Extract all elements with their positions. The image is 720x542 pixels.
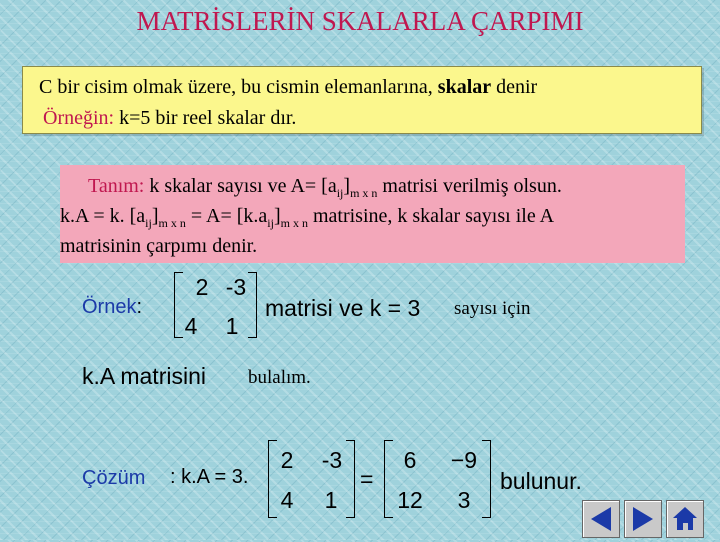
example-label-text: Örnek (82, 296, 137, 318)
intro-box (22, 66, 702, 134)
solution-prefix: : k.A = 3. (170, 466, 249, 488)
definition-text: ] (343, 175, 351, 197)
slide-title: MATRİSLERİN SKALARLA ÇARPIMI (136, 6, 584, 36)
home-icon (667, 501, 703, 537)
subscript-mxn: m x n (350, 186, 378, 200)
definition-text: ] (151, 205, 159, 227)
intro-text: C bir cisim olmak üzere, bu cismin elemanlarına, (39, 76, 438, 98)
example-text-end: sayısı için (454, 298, 531, 319)
example-task-end: bulalım. (248, 367, 311, 388)
subscript-ij: ij (267, 216, 274, 230)
definition-box (60, 165, 685, 263)
prev-page-icon (583, 501, 619, 537)
intro-text-end: denir (491, 76, 538, 98)
subscript-ij: ij (145, 216, 152, 230)
intro-bold-term: skalar (437, 76, 492, 98)
example-text: matrisi ve k = 3 (265, 295, 421, 321)
solution-label: Çözüm (82, 467, 146, 489)
matrix-cell: 4 (184, 313, 198, 339)
next-page-icon (625, 501, 661, 537)
matrix-cell: 4 (280, 487, 294, 513)
definition-text: k.A = k. [a (60, 205, 146, 227)
definition-text: matrisine, k skalar sayısı ile A (307, 205, 555, 227)
matrix-cell: 3 (457, 487, 471, 513)
definition-text: ] (273, 205, 281, 227)
matrix-cell: −9 (450, 447, 478, 473)
matrix-cell: -3 (225, 274, 247, 300)
matrix-cell: 1 (324, 487, 338, 513)
intro-example-label: Örneğin: (43, 107, 115, 129)
subscript-mxn: m x n (158, 216, 186, 230)
definition-label: Tanım: (88, 175, 145, 197)
next-page-button[interactable] (624, 500, 662, 538)
subscript-ij: ij (336, 186, 344, 200)
definition-text: matrisi verilmiş olsun. (377, 175, 562, 197)
definition-line-3: matrisinin çarpımı denir. (60, 235, 258, 257)
solution-suffix: bulunur. (500, 468, 582, 494)
matrix-cell: -3 (321, 447, 343, 473)
matrix-cell: 2 (280, 447, 294, 473)
matrix-cell: 6 (403, 447, 417, 473)
prev-page-button[interactable] (582, 500, 620, 538)
equals-sign: = (360, 466, 374, 492)
intro-line-1 (39, 76, 537, 99)
example-label (82, 296, 142, 319)
definition-line-2 (60, 205, 554, 228)
subscript-mxn: m x n (280, 216, 308, 230)
intro-example-text: k=5 bir reel skalar dır. (114, 107, 297, 129)
matrix-cell: 12 (397, 487, 423, 513)
definition-line-1 (88, 175, 562, 198)
home-button[interactable] (666, 500, 704, 538)
matrix-cell: 2 (195, 274, 209, 300)
definition-text: k skalar sayısı ve A= [a (144, 175, 337, 197)
matrix-cell: 1 (225, 313, 239, 339)
example-task-text: k.A matrisini (82, 363, 206, 389)
definition-text: = A= [k.a (190, 205, 268, 227)
example-colon: : (136, 296, 143, 318)
intro-line-2 (43, 107, 296, 130)
